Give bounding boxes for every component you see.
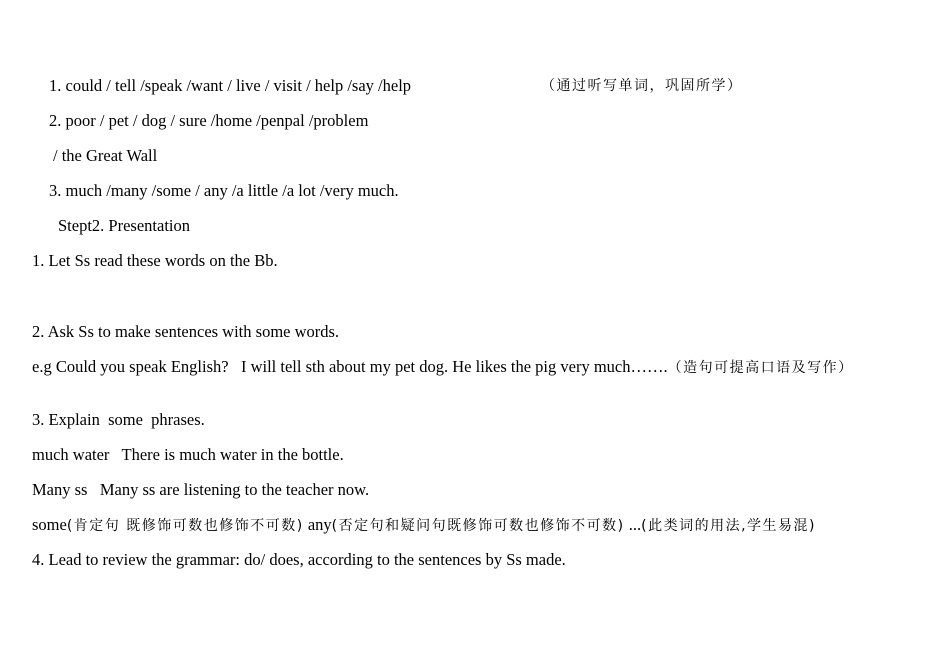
phrase-much-water: much water There is much water in the bottle. (32, 445, 344, 464)
step-heading: Stept2. Presentation (58, 216, 190, 235)
vocab-line-2: 2. poor / pet / dog / sure /home /penpal /problem (49, 111, 369, 130)
step-item-1: 1. Let Ss read these words on the Bb. (32, 251, 278, 270)
example-note: （造句可提高口语及写作） (667, 360, 854, 376)
step-item-3: 3. Explain some phrases. (32, 410, 205, 429)
some-any-line (32, 515, 816, 536)
phrase-many-ss: Many ss Many ss are listening to the teacher now. (32, 480, 370, 499)
vocab-line-2-continued: / the Great Wall (53, 146, 158, 165)
vocab-line-3: 3. much /many /some / any /a little /a lot /very much. (49, 181, 399, 200)
ellipsis: ... (624, 515, 642, 534)
vocab-line-1: 1. could / tell /speak /want / live / visit / help /say /help (49, 76, 412, 95)
step-item-2: 2. Ask Ss to make sentences with some words. (32, 322, 340, 341)
dictation-note: （通过听写单词，巩固所学） (541, 78, 743, 94)
usage-note: (此类词的用法,学生易混) (641, 518, 816, 534)
step-item-4: 4. Lead to review the grammar: do/ does, according to the sentences by Ss made. (32, 550, 566, 569)
some-note: (肯定句 既修饰可数也修饰不可数) (66, 518, 304, 534)
any-word: any (303, 515, 332, 534)
some-word: some (32, 515, 67, 534)
example-line (32, 357, 854, 378)
example-text: e.g Could you speak English? I will tell sth about my pet dog. He likes the pig very much……. (32, 357, 668, 376)
any-note: (否定句和疑问句既修饰可数也修饰不可数) (331, 518, 625, 534)
